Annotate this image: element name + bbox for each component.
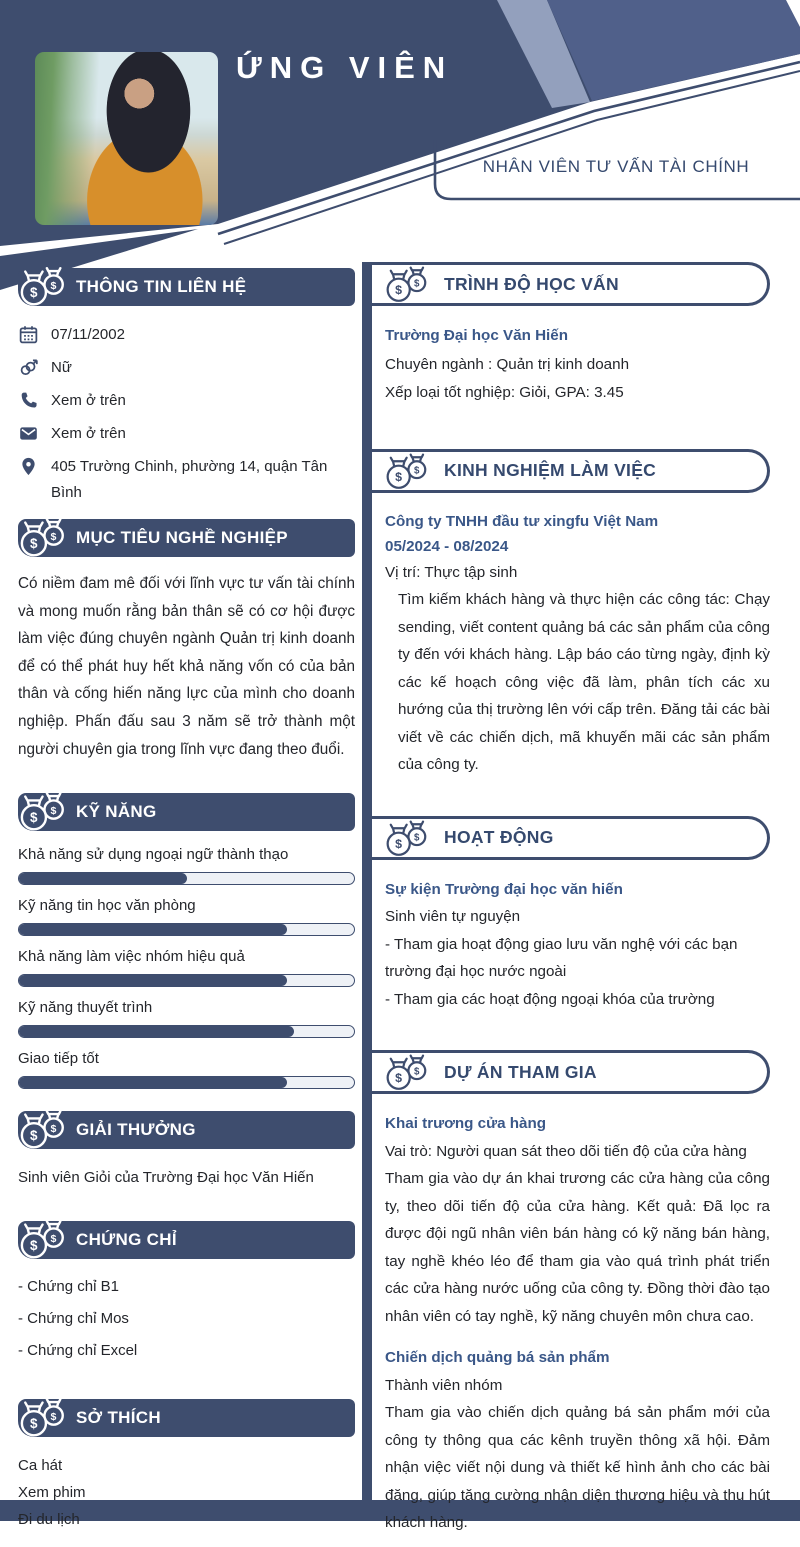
project-role: Vai trò: Người quan sát theo dõi tiến độ của cửa hàng xyxy=(385,1142,747,1160)
experience-description: Tìm kiếm khách hàng và thực hiện các công tác: Chạy sending, viết content quảng bá các sản phẩm của công ty đến với khách hàng. Lập báo cáo từng ngày, định kỳ các kế hoạch công việc đã làm, phân tích các xu hướng của thị trường lên với cấp trên. Đăng tải các bài viết về các chiến dịch, mã khuyến mãi các sản phẩm của công ty. xyxy=(398,591,770,773)
svg-text:$: $ xyxy=(50,279,57,292)
certificate-list xyxy=(18,1271,355,1367)
section-header-certificates xyxy=(18,1221,355,1259)
svg-text:$: $ xyxy=(30,536,38,552)
svg-text:$: $ xyxy=(395,836,403,851)
money-bags-icon xyxy=(385,1052,431,1092)
company-name: Công ty TNHH đầu tư xingfu Việt Nam xyxy=(385,512,659,530)
skill-item xyxy=(18,845,355,885)
money-bags-icon xyxy=(19,1106,69,1152)
money-bags-icon xyxy=(19,263,69,309)
svg-text:$: $ xyxy=(50,1123,57,1136)
skill-bar-track xyxy=(18,923,355,936)
contact-value: 405 Trường Chinh, phường 14, quận Tân Bình xyxy=(51,458,328,501)
skill-label: Kỹ năng thuyết trình xyxy=(18,999,153,1017)
skill-item xyxy=(18,998,355,1038)
education-major: Chuyên ngành : Quản trị kinh doanh xyxy=(385,355,630,373)
right-column xyxy=(385,262,770,1537)
svg-text:$: $ xyxy=(414,1066,420,1078)
project-name: Khai trương cửa hàng xyxy=(385,1115,547,1132)
experience-period: 05/2024 - 08/2024 xyxy=(385,537,509,555)
skill-label: Kỹ năng tin học văn phòng xyxy=(18,897,196,915)
activity-event: Sự kiện Trường đại học văn hiến xyxy=(385,880,623,898)
svg-text:$: $ xyxy=(414,278,420,290)
skill-item xyxy=(18,896,355,936)
section-title: KINH NGHIỆM LÀM VIỆC xyxy=(444,460,657,480)
email-icon xyxy=(18,423,39,444)
section-header-experience xyxy=(372,449,770,493)
skill-bar-track xyxy=(18,1025,355,1038)
section-header-education xyxy=(372,262,770,306)
svg-text:$: $ xyxy=(30,285,38,301)
skill-label: Khả năng làm việc nhóm hiệu quả xyxy=(18,948,245,966)
contact-row-email xyxy=(18,421,355,447)
left-column xyxy=(18,268,355,1533)
section-title: THÔNG TIN LIÊN HỆ xyxy=(76,277,247,296)
skill-item xyxy=(18,1049,355,1089)
activity-item: - Tham gia hoạt động giao lưu văn nghệ với các bạn trường đại học nước ngoài xyxy=(385,935,738,980)
activities-block xyxy=(385,876,770,1014)
location-icon xyxy=(18,456,39,477)
section-title: CHỨNG CHỈ xyxy=(76,1230,177,1250)
section-header-objective xyxy=(18,519,355,557)
education-grade: Xếp loại tốt nghiệp: Giỏi, GPA: 3.45 xyxy=(385,384,624,401)
project-role: Thành viên nhóm xyxy=(385,1376,503,1394)
section-title: DỰ ÁN THAM GIA xyxy=(444,1061,597,1082)
activity-item: - Tham gia các hoạt động ngoại khóa của trường xyxy=(385,990,715,1008)
money-bags-icon xyxy=(385,264,431,304)
calendar-icon xyxy=(18,324,39,345)
certificate-item: - Chứng chỉ Mos xyxy=(18,1310,129,1328)
svg-text:$: $ xyxy=(30,810,38,826)
contact-value: Xem ở trên xyxy=(51,425,126,442)
svg-text:$: $ xyxy=(30,1128,38,1144)
skill-label: Giao tiếp tốt xyxy=(18,1050,99,1068)
money-bags-icon xyxy=(385,818,431,858)
skill-bar-track xyxy=(18,1076,355,1089)
section-header-awards xyxy=(18,1111,355,1149)
svg-text:$: $ xyxy=(30,1416,38,1432)
section-title: MỤC TIÊU NGHỀ NGHIỆP xyxy=(76,528,288,547)
money-bags-icon xyxy=(19,1394,69,1440)
project-name: Chiến dịch quảng bá sản phẩm xyxy=(385,1349,610,1366)
job-title: NHÂN VIÊN TƯ VẤN TÀI CHÍNH xyxy=(482,157,750,176)
hobby-item: Ca hát xyxy=(18,1457,63,1475)
contact-row-phone xyxy=(18,388,355,414)
skill-bar-track xyxy=(18,872,355,885)
section-title: HOẠT ĐỘNG xyxy=(444,827,554,847)
contact-list xyxy=(18,322,355,506)
skill-bar-track xyxy=(18,974,355,987)
svg-text:$: $ xyxy=(414,832,420,844)
profile-photo xyxy=(35,52,218,225)
money-bags-icon xyxy=(19,514,69,560)
svg-text:$: $ xyxy=(50,1411,57,1424)
certificate-item: - Chứng chỉ Excel xyxy=(18,1342,138,1360)
svg-text:$: $ xyxy=(395,283,403,298)
section-header-projects xyxy=(372,1050,770,1094)
page-title: ỨNG VIÊN xyxy=(236,50,454,85)
skill-bar-fill xyxy=(19,1026,294,1037)
project-description: Tham gia vào dự án khai trương các cửa hàng của công ty, theo dõi tiến độ của cửa hàng. Kết quả: Đã lọc ra được đội ngũ nhân viên bán hàng có kỹ năng bán hàng, tay nghề khéo léo để tham gia vào quá trình phát triển các cửa hàng nước uống của công ty. Đồng thời đào tạo nhân viên có tay nghề, kỹ năng chuyên môn chưa cao. xyxy=(385,1170,770,1325)
hobby-list xyxy=(18,1452,355,1533)
svg-text:$: $ xyxy=(50,805,57,818)
award-item: Sinh viên Giỏi của Trường Đại học Văn Hiến xyxy=(18,1169,314,1187)
contact-row-dob xyxy=(18,322,355,348)
money-bags-icon xyxy=(19,1216,69,1262)
hobby-item: Đi du lịch xyxy=(18,1511,80,1529)
experience-position: Vị trí: Thực tập sinh xyxy=(385,563,518,581)
column-divider xyxy=(362,262,372,1500)
svg-text:$: $ xyxy=(395,469,403,484)
section-title: KỸ NĂNG xyxy=(76,802,157,822)
skill-bar-fill xyxy=(19,1077,287,1088)
hobby-item: Xem phim xyxy=(18,1484,86,1502)
section-header-activities xyxy=(372,816,770,860)
money-bags-icon xyxy=(19,788,69,834)
section-header-contact xyxy=(18,268,355,306)
school-name: Trường Đại học Văn Hiến xyxy=(385,327,568,344)
contact-row-address xyxy=(18,454,355,506)
objective-text: Có niềm đam mê đối với lĩnh vực tư vấn tài chính và mong muốn rằng bản thân sẽ có cơ hội được làm việc đúng chuyên ngành Quản trị kinh doanh để có thể phát huy hết khả năng vốn có của bản thân và cống hiến năng lực của mình cho doanh nghiệp. Phấn đấu sau 3 năm sẽ trở thành một người chuyên gia trong lĩnh vực đang theo đuổi. xyxy=(18,575,355,758)
section-title: TRÌNH ĐỘ HỌC VẤN xyxy=(444,273,619,294)
svg-text:$: $ xyxy=(395,1071,403,1086)
contact-value: 07/11/2002 xyxy=(51,326,125,343)
section-header-skills xyxy=(18,793,355,831)
section-title: SỞ THÍCH xyxy=(76,1408,161,1428)
skill-bar-fill xyxy=(19,924,287,935)
skill-item xyxy=(18,947,355,987)
svg-text:$: $ xyxy=(30,1238,38,1254)
svg-text:$: $ xyxy=(50,1233,57,1246)
section-title: GIẢI THƯỞNG xyxy=(76,1120,196,1140)
money-bags-icon xyxy=(385,451,431,491)
skills-list xyxy=(18,845,355,1089)
certificate-item: - Chứng chỉ B1 xyxy=(18,1278,119,1296)
experience-block xyxy=(385,509,770,779)
svg-text:$: $ xyxy=(414,465,420,477)
project-description: Tham gia vào chiến dịch quảng bá sản phẩm mới của công ty thông qua các kênh truyền thông xã hội. Đảm nhận việc viết nội dung và thiết kế hình ảnh cho các bài đăng, giúp tăng cường nhận diện thương hiệu và thu hút khách hàng. xyxy=(385,1404,770,1531)
skill-label: Khả năng sử dụng ngoại ngữ thành thạo xyxy=(18,846,289,864)
contact-value: Xem ở trên xyxy=(51,392,126,409)
skill-bar-fill xyxy=(19,873,187,884)
activity-role: Sinh viên tự nguyện xyxy=(385,908,521,925)
phone-icon xyxy=(18,390,39,411)
project-block xyxy=(385,1344,770,1537)
contact-value: Nữ xyxy=(51,359,72,376)
skill-bar-fill xyxy=(19,975,287,986)
contact-row-gender xyxy=(18,355,355,381)
gender-icon xyxy=(18,357,39,378)
section-header-hobbies xyxy=(18,1399,355,1437)
project-block xyxy=(385,1110,770,1330)
education-block xyxy=(385,322,770,408)
svg-text:$: $ xyxy=(50,530,57,543)
